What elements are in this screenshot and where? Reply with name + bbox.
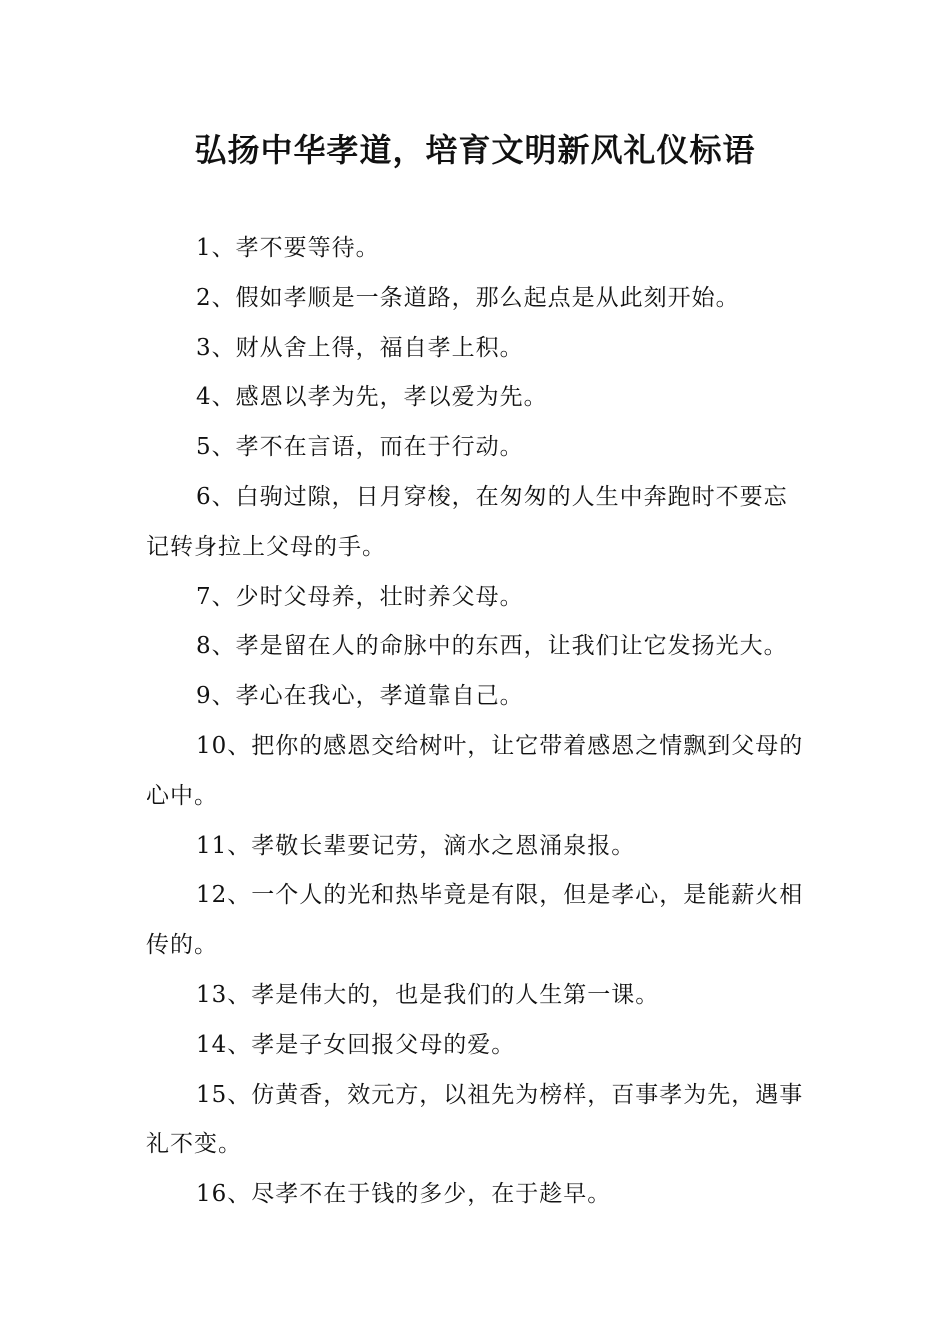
slogan-item-14: 14、孝是子女回报父母的爱。 [196,1031,516,1058]
slogan-item-4: 4、感恩以孝为先，孝以爱为先。 [196,384,548,411]
slogan-item-1: 1、孝不要等待。 [196,235,380,261]
slogan-item-15: 15、仿黄香，效元方，以祖先为榜样，百事孝为先，遇事礼不变。 [146,1081,804,1158]
slogan-item-9: 9、孝心在我心，孝道靠自己。 [196,683,524,710]
slogan-item-7: 7、少时父母养，壮时养父母。 [196,583,524,610]
slogan-item-11: 11、孝敬长辈要记劳，滴水之恩涌泉报。 [196,832,636,859]
slogan-list [146,224,808,1220]
slogan-item-12: 12、一个人的光和热毕竟是有限，但是孝心，是能薪火相传的。 [146,882,804,959]
document-title: 弘扬中华孝道，培育文明新风礼仪标语 [194,131,756,169]
slogan-item-3: 3、财从舍上得，福自孝上积。 [196,334,524,361]
slogan-item-6: 6、白驹过隙，日月穿梭，在匆匆的人生中奔跑时不要忘记转身拉上父母的手。 [146,483,788,560]
slogan-item-2: 2、假如孝顺是一条道路，那么起点是从此刻开始。 [196,284,740,311]
slogan-item-5: 5、孝不在言语，而在于行动。 [196,434,524,461]
slogan-item-16: 16、尽孝不在于钱的多少，在于趁早。 [196,1181,612,1208]
slogan-item-10: 10、把你的感恩交给树叶，让它带着感恩之情飘到父母的心中。 [146,732,804,809]
slogan-item-13: 13、孝是伟大的，也是我们的人生第一课。 [196,981,660,1008]
slogan-item-8: 8、孝是留在人的命脉中的东西，让我们让它发扬光大。 [196,633,788,660]
